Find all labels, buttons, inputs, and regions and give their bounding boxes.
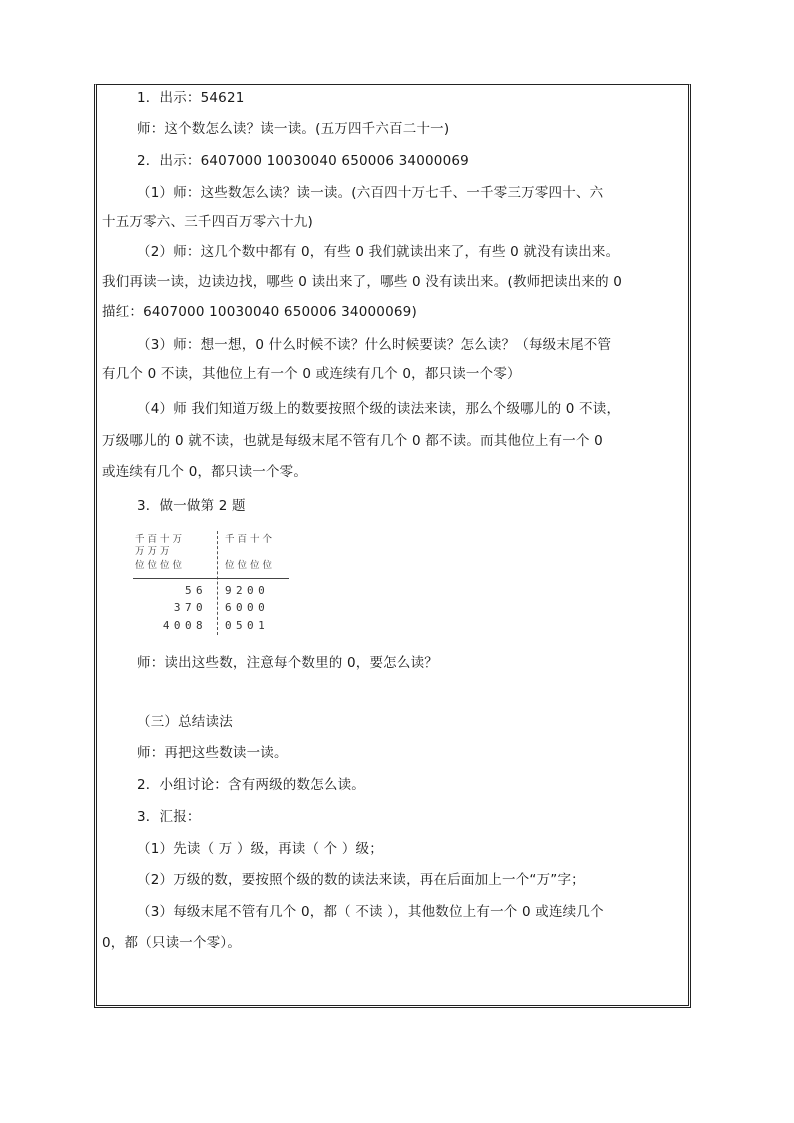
text-line: （3）师：想一想，0 什么时候不读？什么时候要读？怎么读？（每级末尾不管 [137, 337, 612, 353]
wan-cell: 370 [173, 601, 207, 614]
ge-cell: 0501 [225, 619, 270, 632]
wan-cell: 4008 [162, 619, 207, 632]
text-line: 3．做一做第 2 题 [137, 498, 246, 514]
text-line: 描红：6407000 10030040 650006 34000069) [102, 304, 417, 320]
place-value-rule [133, 578, 289, 579]
text-line: （1）师：这些数怎么读？读一读。(六百四十万七千、一千零三万零四十、六 [137, 185, 604, 201]
wan-header-top: 千百十万 [135, 534, 186, 545]
text-line: 3．汇报： [137, 809, 201, 825]
text-line: 师：读出这些数，注意每个数里的 0，要怎么读？ [137, 655, 438, 671]
text-line: 1．出示：54621 [137, 90, 245, 106]
text-line: 我们再读一读，边读边找，哪些 0 读出来了，哪些 0 没有读出来。(教师把读出来的 0 [102, 274, 623, 290]
text-line: 有几个 0 不读，其他位上有一个 0 或连续有几个 0，都只读一个零） [102, 366, 521, 382]
place-value-divider [217, 531, 218, 635]
text-line: 师：再把这些数读一读。 [137, 745, 288, 761]
place-value-table [133, 531, 293, 635]
text-line: （2）师：这几个数中都有 0，有些 0 我们就读出来了，有些 0 就没有读出来。 [137, 244, 620, 260]
text-line: （4）师 我们知道万级上的数要按照个级的读法来读，那么个级哪儿的 0 不读， [137, 401, 621, 417]
text-line: 0，都（只读一个零）。 [102, 935, 242, 951]
text-line: 万级哪儿的 0 就不读，也就是每级末尾不管有几个 0 都不读。而其他位上有一个 0 [102, 433, 603, 449]
ge-cell: 6000 [225, 601, 270, 614]
text-line: 十五万零六、三千四百万零六十九) [102, 214, 313, 230]
wan-header-bottom: 位位位位 [135, 560, 186, 571]
wan-header-mid: 万万万 [135, 546, 173, 557]
text-line: （3）每级末尾不管有几个 0，都（ 不读 ），其他数位上有一个 0 或连续几个 [137, 904, 604, 920]
text-line: （1）先读（ 万 ）级，再读（ 个 ）级； [137, 841, 383, 857]
ge-header-bottom: 位位位位 [225, 560, 276, 571]
wan-cell: 56 [184, 584, 207, 597]
text-line: （2）万级的数，要按照个级的数的读法来读，再在后面加上一个“万”字； [137, 872, 585, 888]
ge-header-top: 千百十个 [225, 534, 276, 545]
ge-cell: 9200 [225, 584, 270, 597]
text-line: 2．小组讨论：含有两级的数怎么读。 [137, 777, 365, 793]
text-line: 师：这个数怎么读？读一读。(五万四千六百二十一) [137, 121, 450, 137]
text-line: 或连续有几个 0，都只读一个零。 [102, 464, 308, 480]
text-line: 2．出示：6407000 10030040 650006 34000069 [137, 153, 469, 169]
section-heading: （三）总结读法 [137, 714, 233, 730]
